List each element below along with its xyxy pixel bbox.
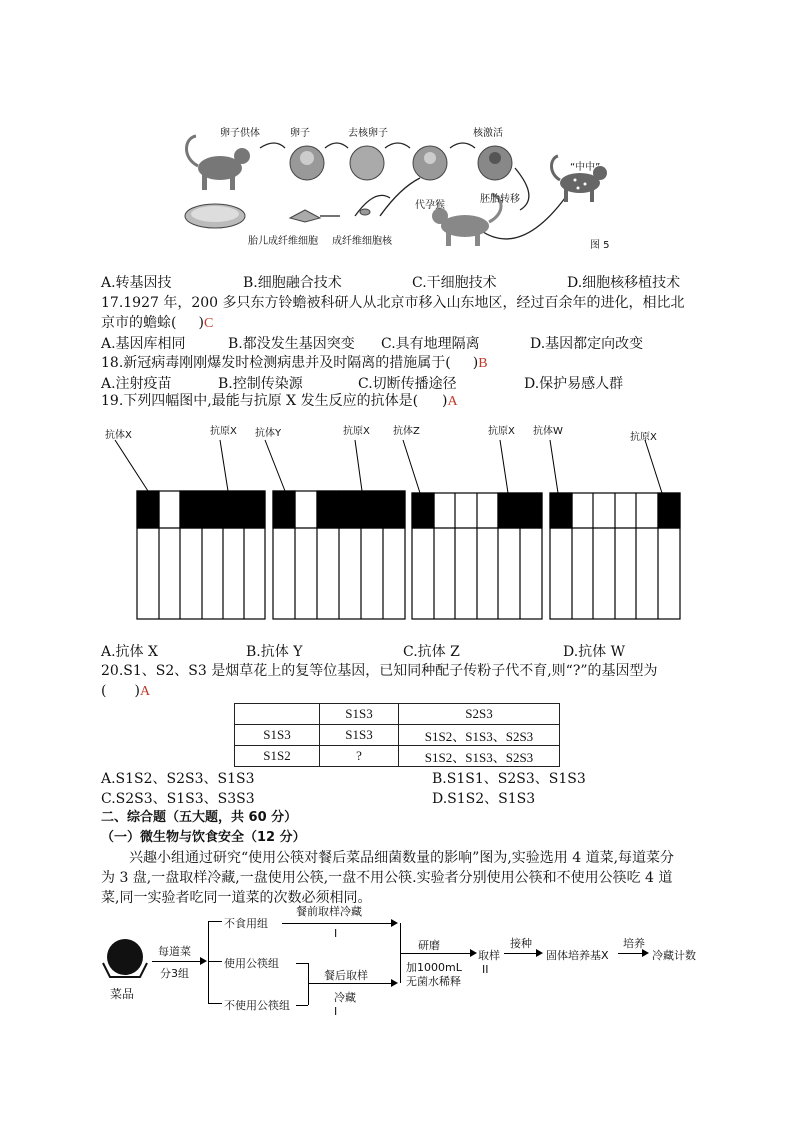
fibroblast-icon <box>290 210 320 222</box>
q19-option-d: D.抗体 W <box>563 644 626 660</box>
q19-option-b: B.抗体 Y <box>246 644 303 660</box>
q16-option-d: D.细胞核移植技术 <box>567 275 681 291</box>
q19-option-a: A.抗体 X <box>101 644 158 660</box>
group-no-eat: 不食用组 <box>224 917 268 930</box>
medium-label: 固体培养基X <box>546 949 609 962</box>
dish-label: 菜品 <box>110 987 135 1001</box>
q17-stem-line2 <box>101 313 213 334</box>
panel-2-antigen-label: 抗原X <box>343 426 370 437</box>
table-row <box>235 725 560 746</box>
q19-paren-close: ) <box>442 393 448 409</box>
q19-answer: A <box>447 394 458 409</box>
step-I-bottom: I <box>334 1005 338 1018</box>
q19-stem <box>101 391 458 412</box>
table-cell: S1S2、S1S3、S2S3 <box>399 725 560 746</box>
q19-option-c: C.抗体 Z <box>403 644 460 660</box>
donor-monkey-icon <box>187 136 251 190</box>
dish-icon <box>100 933 150 983</box>
per-dish-label: 每道菜 <box>158 945 191 958</box>
step-I-top: I <box>334 927 338 940</box>
dilute-label-1: 加1000mL <box>406 961 462 974</box>
q18-option-c: C.切断传播途径 <box>358 376 457 392</box>
label-transfer: 胚胎转移 <box>480 194 520 205</box>
q17-stem-line1: 17.1927 年，200 多只东方铃蟾被科研人从北京市移入山东地区，经过百余年的进化，相比北 <box>101 295 685 311</box>
part-1-title: （一）微生物与饮食安全（12 分） <box>101 830 306 845</box>
nucleus-icon <box>360 209 370 215</box>
q20-stem-line1: 20.S1、S2、S3 是烟草花上的复等位基因，已知同种配子传粉子代不育,则“?”的基因型为 <box>101 663 658 679</box>
panel-4-antibody-label: 抗体W <box>533 426 563 437</box>
paragraph-line-2: 为 3 盘,一盘取样冷藏,一盘使用公筷,一盘不用公筷.实验者分别使用公筷和不使用公筷吃 4 道 <box>101 870 673 886</box>
pre-meal-sampling: 餐前取样冷藏 <box>296 905 362 918</box>
q18-paren-close: ) <box>472 355 479 371</box>
q18-answer: B <box>478 356 488 371</box>
table-row <box>235 746 560 767</box>
q16-option-b: B.细胞融合技术 <box>243 275 342 291</box>
culture-label: 培养 <box>623 937 645 950</box>
table-cell: S1S3 <box>320 725 399 746</box>
antibody-panel-2 <box>273 491 405 619</box>
q20-answer: A <box>139 684 151 699</box>
panel-3-antibody-label: 抗体Z <box>393 426 420 437</box>
q16-option-c: C.干细胞技术 <box>412 275 497 291</box>
panel-1-antigen-label: 抗原X <box>210 426 237 437</box>
q17-stem-text: 京市的蟾蜍( <box>101 315 177 331</box>
q20-option-c: C.S2S3、S1S3、S3S3 <box>101 791 255 807</box>
figure-5-cloning-diagram <box>180 118 620 258</box>
q19-stem-text: 19.下列四幅图中,最能与抗原 X 发生反应的抗体是( <box>101 393 419 409</box>
q20-option-d: D.S1S2、S1S3 <box>432 791 536 807</box>
count-label: 冷藏计数 <box>652 949 696 962</box>
q17-option-c: C.具有地理隔离 <box>381 336 480 352</box>
paragraph-line-1: 兴趣小组通过研究“使用公筷对餐后菜品细菌数量的影响”图为,实验选用 4 道菜,每道菜分 <box>129 850 675 866</box>
q17-option-b: B.都没发生基因突变 <box>228 336 355 352</box>
post-meal-sampling: 餐后取样 <box>324 969 368 982</box>
chill-label: 冷藏 <box>334 991 356 1004</box>
culture-dish-icon <box>185 204 245 228</box>
label-fetal-cells: 胎儿成纤维细胞 <box>248 236 318 247</box>
q19-antibody-figure <box>100 418 700 628</box>
table-cell <box>235 704 320 725</box>
q20-genotype-table <box>234 703 560 767</box>
q20-option-a: A.S1S2、S2S3、S1S3 <box>101 771 255 787</box>
q20-paren-open: ( <box>101 683 107 699</box>
q18-stem <box>101 353 488 374</box>
q18-stem-text: 18.新冠病毒刚刚爆发时检测病患并及时隔离的措施属于( <box>101 355 451 371</box>
paragraph-line-3: 菜,同一实验者吃同一道菜的次数必须相同。 <box>101 890 372 906</box>
step-II: II <box>482 963 489 976</box>
table-header-row <box>235 704 560 725</box>
inoculate-label: 接种 <box>510 937 532 950</box>
group-public-chopsticks: 使用公筷组 <box>224 957 279 970</box>
egg-cells-icon <box>290 146 512 180</box>
q20-paren-close: ) <box>134 683 140 699</box>
label-activated: 核激活 <box>473 128 503 139</box>
antibody-panels-svg <box>100 418 700 628</box>
table-cell: S1S3 <box>320 704 399 725</box>
label-surrogate: 代孕猴 <box>415 200 445 211</box>
table-cell: S1S2 <box>235 746 320 767</box>
label-result: “中中” <box>570 162 601 173</box>
label-enucleated: 去核卵子 <box>348 128 388 139</box>
grind-label: 研磨 <box>418 939 440 952</box>
experiment-flowchart <box>100 905 720 1025</box>
antibody-panel-3 <box>412 493 542 619</box>
split-label: 分3组 <box>160 967 189 980</box>
label-donor: 卵子供体 <box>220 128 260 139</box>
table-cell: ? <box>320 746 399 767</box>
q20-option-b: B.S1S1、S2S3、S1S3 <box>432 771 586 787</box>
q17-paren-close: ) <box>198 315 204 331</box>
q17-option-d: D.基因都定向改变 <box>530 336 644 352</box>
sample-label: 取样 <box>478 949 500 962</box>
table-cell: S1S2、S1S3、S2S3 <box>399 746 560 767</box>
panel-1-antibody-label: 抗体X <box>105 430 132 441</box>
figure-caption: 图 5 <box>590 240 610 251</box>
panel-2-antibody-label: 抗体Y <box>255 428 282 439</box>
q18-option-b: B.控制传染源 <box>218 376 303 392</box>
cloning-illustration <box>180 118 620 258</box>
label-nucleus: 成纤维细胞核 <box>332 236 392 247</box>
q16-option-a: A.转基因技 <box>101 275 172 291</box>
table-cell: S2S3 <box>399 704 560 725</box>
label-egg: 卵子 <box>290 128 310 139</box>
antibody-panel-1 <box>137 491 265 619</box>
group-no-public-chopsticks: 不使用公筷组 <box>224 999 290 1012</box>
q18-option-d: D.保护易感人群 <box>524 376 624 392</box>
panel-3-antigen-label: 抗原X <box>488 426 515 437</box>
panel-4-antigen-label: 抗原X <box>630 432 657 443</box>
q18-option-a: A.注射疫苗 <box>101 376 172 392</box>
q17-answer: C <box>203 316 214 331</box>
table-cell: S1S3 <box>235 725 320 746</box>
dilute-label-2: 无菌水稀释 <box>406 975 461 988</box>
antibody-panel-4 <box>550 493 680 619</box>
q20-stem-line2 <box>101 681 150 702</box>
section-2-title: 二、综合题（五大题，共 60 分） <box>101 810 298 825</box>
q17-option-a: A.基因库相同 <box>101 336 186 352</box>
